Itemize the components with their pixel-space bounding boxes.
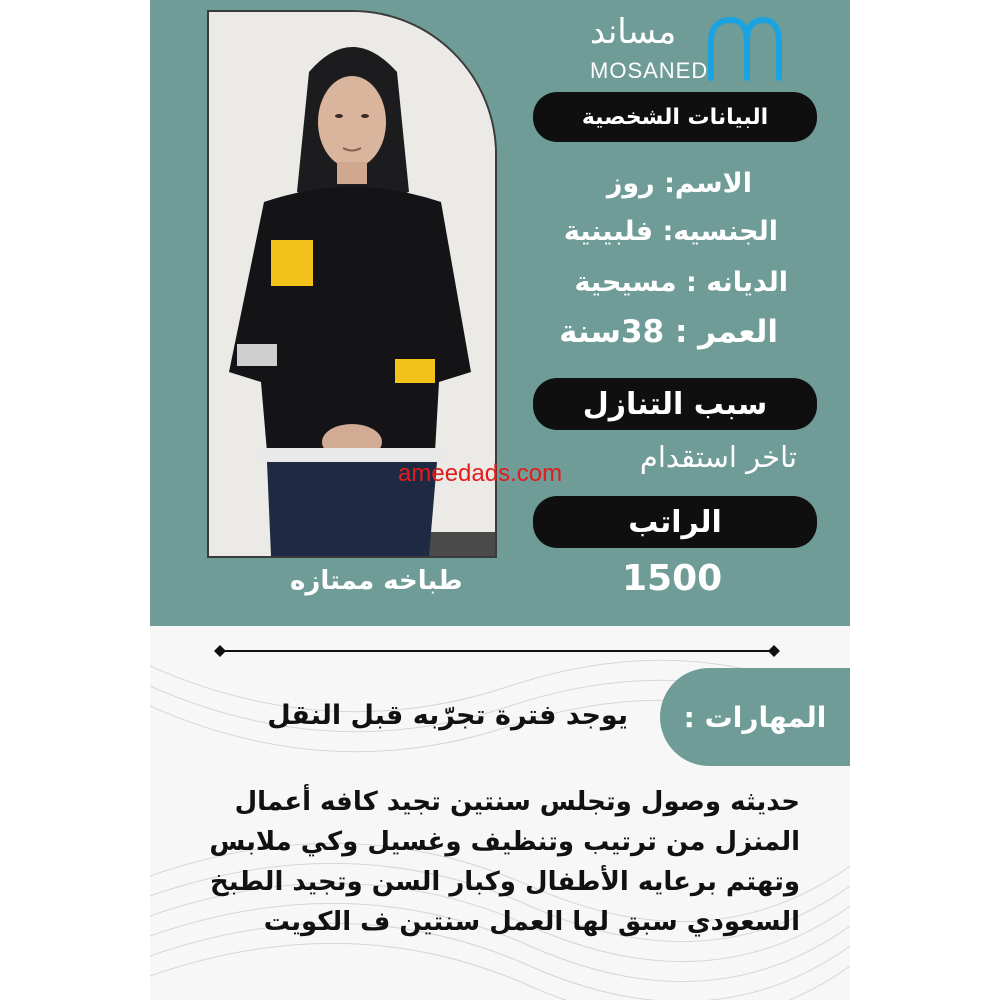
- job-title: طباخه ممتازه: [290, 566, 463, 596]
- name-line: الاسم: روز: [606, 168, 752, 199]
- salary-value: 1500: [622, 558, 723, 599]
- religion-line: الديانه : مسيحية: [574, 267, 788, 298]
- logo-english-text: MOSANED: [590, 58, 709, 83]
- logo-arabic-text: مساند: [590, 12, 677, 52]
- salary-heading: الراتب: [533, 496, 817, 548]
- personal-info-heading: البيانات الشخصية: [533, 92, 817, 142]
- trial-period-note: يوجد فترة تجرّبه قبل النقل: [267, 700, 628, 731]
- age-line: العمر : 38سنة: [559, 314, 778, 350]
- section-divider: [214, 644, 780, 658]
- skills-line: السعودي سبق لها العمل سنتين ف الكويت: [263, 907, 800, 937]
- skills-line: المنزل من ترتيب وتنظيف وغسيل وكي ملابس: [209, 827, 800, 857]
- skills-line: وتهتم برعايه الأطفال وكبار السن وتجيد الطبخ: [210, 867, 800, 897]
- nationality-line: الجنسيه: فلبينية: [563, 216, 778, 247]
- skills-heading: المهارات :: [660, 668, 850, 766]
- release-reason-text: تاخر استقدام: [639, 440, 797, 474]
- skills-line: حديثه وصول وتجلس سنتين تجيد كافه أعمال: [234, 787, 800, 817]
- skills-description: [200, 782, 800, 942]
- watermark-text: ameedads.com: [398, 460, 563, 487]
- mosaned-logo: [585, 12, 785, 82]
- release-reason-heading: سبب التنازل: [533, 378, 817, 430]
- logo-m-mark-icon: [703, 12, 783, 82]
